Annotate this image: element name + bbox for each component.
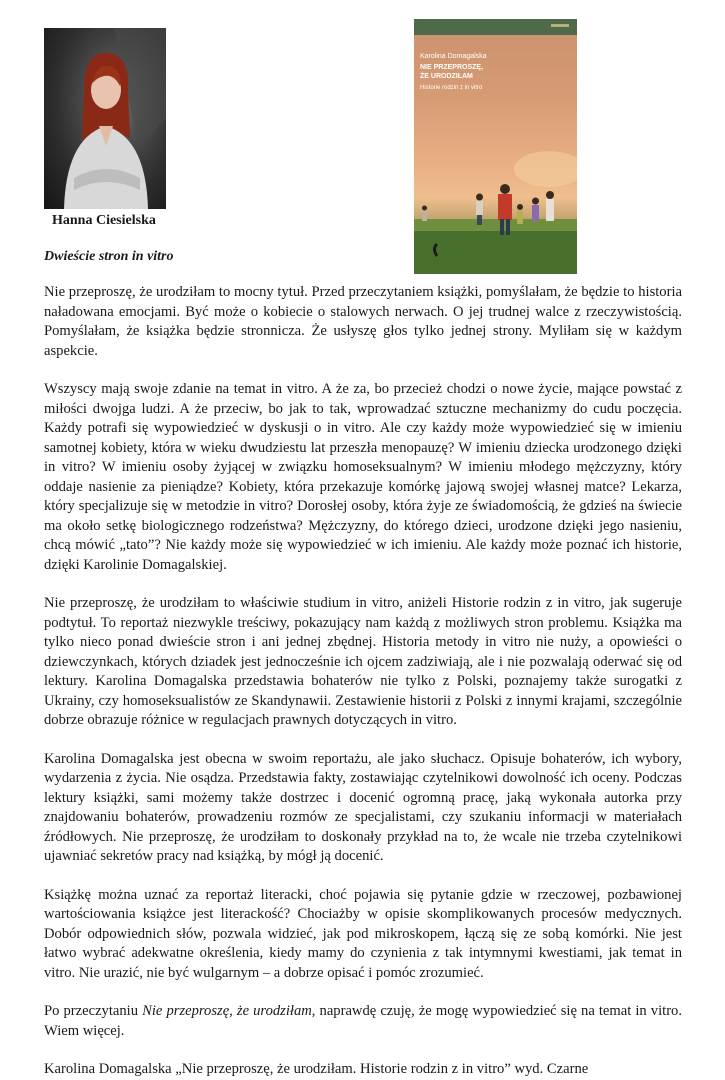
author-name: Hanna Ciesielska [52, 213, 156, 228]
paragraph: Książkę można uznać za reportaż literacki, choć pojawia się pytanie gdzie w rzeczowej, pozbawionej wartościowania książce jest literackość? Chociażby w opisie skomplikowanych procesów medycznych. Dobór odpowiednich słów, pozwala widzieć, jak pod mikroskopem, łączą się ze sobą komórki. Nie jest łatwo wybrać adekwatne określenia, kiedy mamy do czynienia z tak intymnymi kwestiami, jak temat in vitro. Nie urazić, nie być wulgarnym – a dobrze opisać i pomóc zrozumieć. [44, 886, 682, 981]
paragraph: Karolina Domagalska jest obecna w swoim reportażu, ale jako słuchacz. Opisuje bohaterów, ich wybory, wydarzenia z życia. Nie osądza. Przedstawia fakty, zostawiając czytelnikowi dowolność ich oceny. Podczas lektury książki, sami możemy także dostrzec i docenić ogromną pracę, jaką wykonała autorka przy znajdowaniu bohaterów, prowadzeniu rozmów ze specjalistami, czy szukaniu informacji w materiałach źródłowych. Nie przeproszę, że urodziłam to doskonały przykład na to, że wcale nie trzeba czytelnikowi ujawniać sekretów pracy nad książką, by mógł ją docenić. [44, 750, 682, 864]
cover-top-band [414, 19, 577, 35]
closing-book-title: Nie przeproszę, że urodziłam [142, 1003, 312, 1019]
review-title: Dwieście stron in vitro [44, 249, 174, 264]
closing-text-start: Po przeczytaniu [44, 1003, 143, 1019]
paragraph: Nie przeproszę, że urodziłam to mocny tytuł. Przed przeczytaniem książki, pomyślałam, że będzie to historia naładowana emocjami. Być może o kobiecie o stalowych nerwach. O jej trudnej walce z rzeczywistością. Pomyślałam, że książka będzie stronnicza. Że usłyszę głos tylko jednej strony. Myliłam się w każdym aspekcie. [44, 284, 682, 359]
paragraph: Nie przeproszę, że urodziłam to właściwie studium in vitro, aniżeli Historie rodzin z in vitro, jak sugeruje podtytuł. To reportaż niezwykle treściwy, pokazujący nam każdą z możliwych stron problemu. Książka ma tylko nieco ponad dwieście stron i ani jednej zbędnej. Historia metody in vitro nie nuży, a opowieści o dziewczynkach, których dziadek jest jednocześnie ich ojcem zadziwiają, ale i nie pozwalają oderwać się od lektury. Karolina Domagalska przedstawia bohaterów nie tylko z Polski, poznajemy także surogatki z Ukrainy, czy homoseksualistów ze Skandynawii. Zestawienie historii z Polski z innymi krajami, szczególnie dobrze obrazuje różnice w regulacjach prawnych dotyczących in vitro. [44, 595, 682, 728]
cover-author: Karolina Domagalska [420, 53, 487, 60]
book-citation: Karolina Domagalska „Nie przeproszę, że urodziłam. Historie rodzin z in vitro” wyd. Czarne [44, 1061, 589, 1077]
cover-subtitle: Historie rodzin z in vitro [420, 85, 483, 91]
cover-title: NIE PRZEPROSZĘ, ŻE URODZIŁAM [420, 64, 484, 80]
article-body [44, 283, 682, 1080]
book-cover [414, 19, 577, 274]
closing-text-end: , naprawdę czuję, że mogę wypowiedzieć się na temat in vitro. Wiem więcej. [44, 1003, 683, 1039]
closing-paragraph [44, 1002, 682, 1041]
author-photo [44, 28, 166, 209]
paragraph: Wszyscy mają swoje zdanie na temat in vitro. A że za, bo przecież chodzi o nowe życie, mające powstać z miłości dwojga ludzi. A że przeciw, bo jak to tak, wprowadzać sztuczne mechanizmy do cudu poczęcia. Każdy potrafi się wypowiedzieć w dyskusji o in vitro. Ale czy każdy może wypowiedzieć się w imieniu samotnej kobiety, która w wieku dwudziestu lat przeszła menopauzę? W imieniu dziecka urodzonego dzięki in vitro? W imieniu osoby żyjącej w związku homoseksualnym? W imieniu młodego mężczyzny, który oddaje nasienie za pieniądze? Kobiety, która przekazuje komórkę jajową swojej własnej matce? Lekarza, który specjalizuje się w metodzie in vitro? Dorosłej osoby, która żyje ze świadomością, że gdzieś na świecie ma około setkę biologicznego rodzeństwa? Mężczyzny, do którego dzieci, urodzone dzięki jego nasieniu, chcą mówić „tato”? Nie każdy może się wypowiedzieć w ich imieniu. Ale każdy może poznać ich historie, dzięki Karolinie Domagalskiej. [44, 381, 682, 573]
